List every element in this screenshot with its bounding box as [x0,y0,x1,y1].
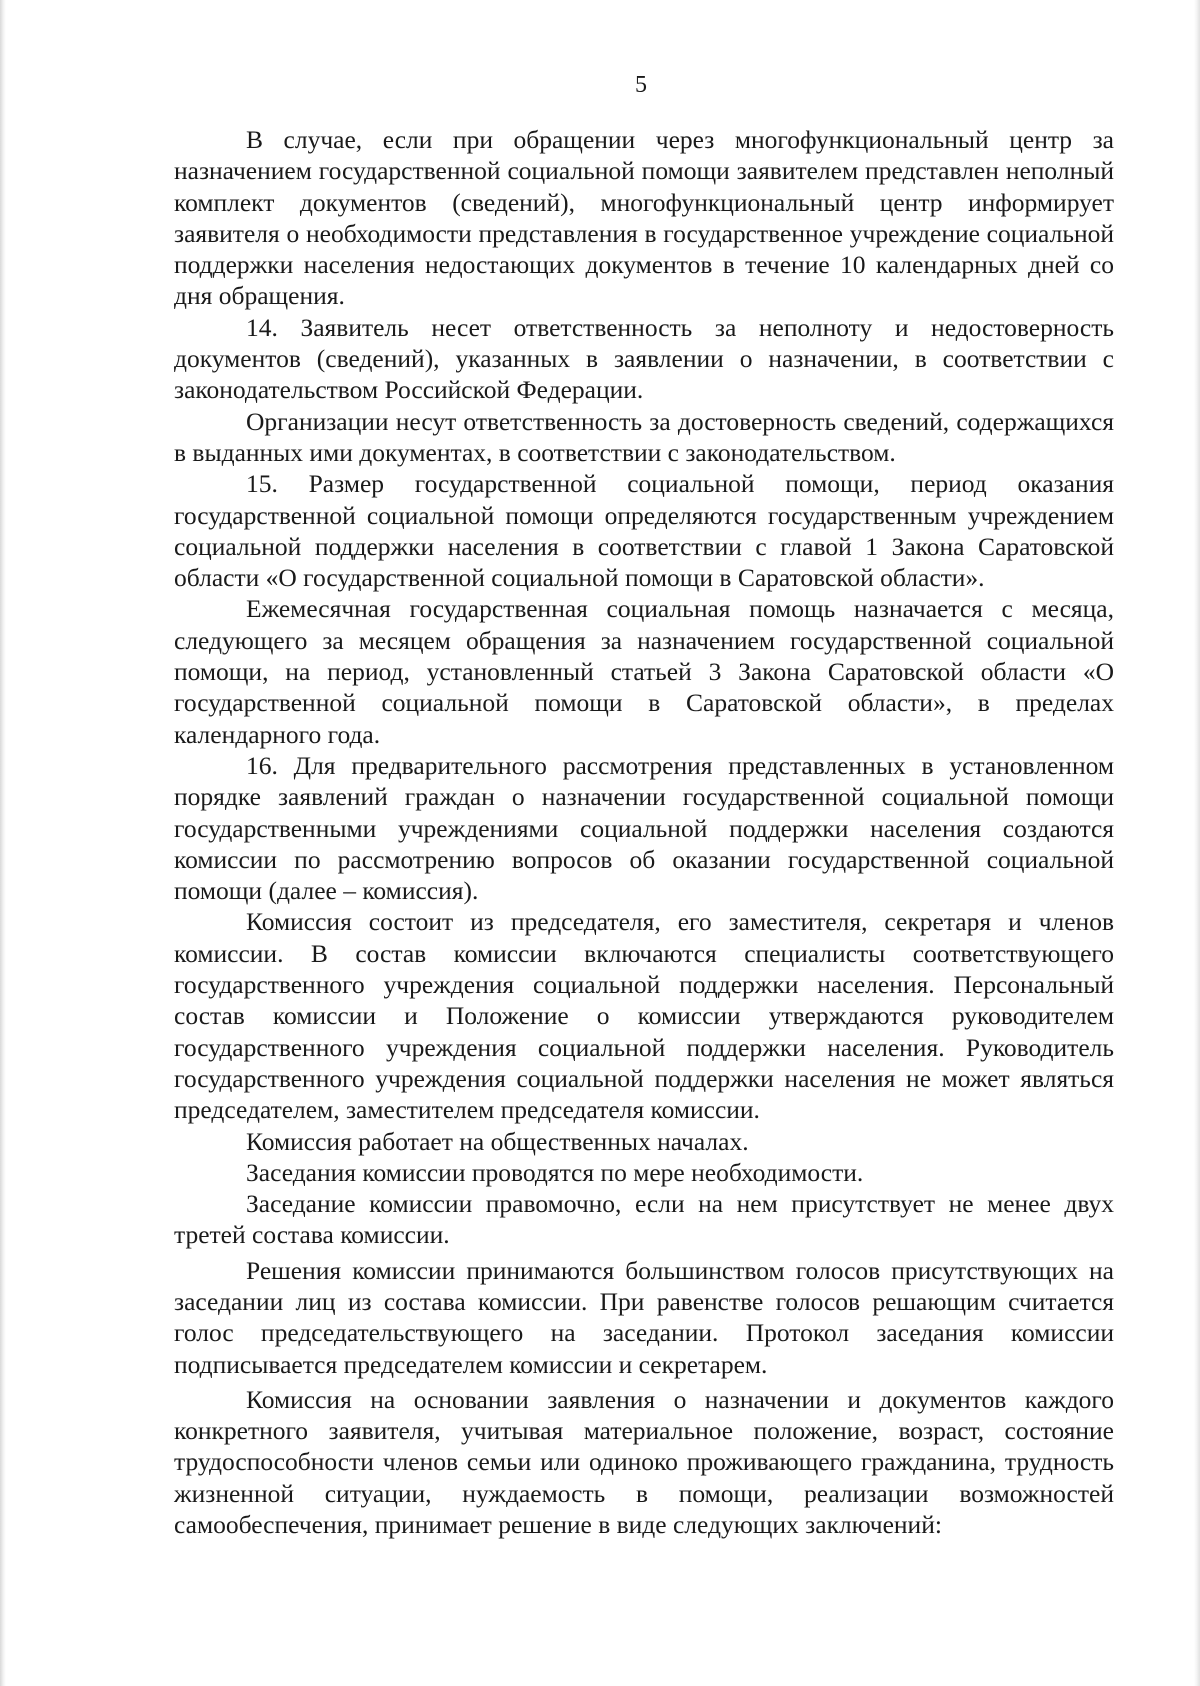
page-number: 5 [635,72,647,98]
scan-left-edge [0,0,6,1686]
paragraph-commission-meetings: Заседания комиссии проводятся по мере необходимости. [246,1157,864,1187]
paragraph-organizations-responsibility: Организации несут ответственность за достоверность сведений, содержащихся в выданных ими документах, в соответствии с законодательством. [174,406,1114,467]
paragraph-15-amount-and-period: 15. Размер государственной социальной помощи, период оказания государственной социальной помощи определяются государственным учреждением социальной поддержки населения в соответствии с главой 1 Закона Саратовской области «О государственной социальной помощи в Саратовской области». [174,469,1114,593]
document-body [174,124,1114,1540]
paragraph-commission-composition: Комиссия состоит из председателя, его заместителя, секретаря и членов комиссии. В состав комиссии включаются специалисты соответствующего государственного учреждения социальной поддержки населения. Персональный состав комиссии и Положение о комиссии утверждаются руководителем государственного учреждения социальной поддержки населения. Руководитель государственного учреждения социальной поддержки населения не может являться председателем, заместителем председателя комиссии. [174,907,1114,1125]
scan-right-edge [1194,0,1200,1686]
paragraph-commission-quorum: Заседание комиссии правомочно, если на нем присутствует не менее двух третей состава комиссии. [174,1189,1114,1250]
paragraph-monthly-assistance: Ежемесячная государственная социальная помощь назначается с месяца, следующего за месяцем обращения за назначением государственной социальной помощи, на период, установленный статьей 3 Закона Саратовской области «О государственной социальной помощи в Саратовской области», в пределах календарного года. [174,594,1114,749]
paragraph-commission-conclusions: Комиссия на основании заявления о назначении и документов каждого конкретного заявителя, учитывая материальное положение, возраст, состояние трудоспособности членов семьи или одиноко проживающего гражданина, трудность жизненной ситуации, нуждаемость в помощи, реализации возможностей самообеспечения, принимает решение в виде следующих заключений: [174,1384,1114,1540]
paragraph-mfc-incomplete-documents: В случае, если при обращении через многофункциональный центр за назначением государственной социальной помощи заявителем представлен неполный комплект документов (сведений), многофункциональный центр информирует заявителя о необходимости представления в государственное учреждение социальной поддержки населения недостающих документов в течение 10 календарных дней со дня обращения. [174,125,1114,311]
paragraph-commission-voluntary: Комиссия работает на общественных началах. [246,1126,749,1156]
paragraph-16-commissions: 16. Для предварительного рассмотрения представленных в установленном порядке заявлений граждан о назначении государственной социальной помощи государственными учреждениями социальной поддержки населения создаются комиссии по рассмотрению вопросов об оказании государственной социальной помощи (далее – комиссия). [174,750,1114,906]
paragraph-14-applicant-responsibility: 14. Заявитель несет ответственность за неполноту и недостоверность документов (сведений), указанных в заявлении о назначении, в соответствии с законодательством Российской Федерации. [174,312,1114,405]
paragraph-commission-decisions: Решения комиссии принимаются большинством голосов присутствующих на заседании лиц из состава комиссии. При равенстве голосов решающим считается голос председательствующего на заседании. Протокол заседания комиссии подписывается председателем комиссии и секретарем. [174,1255,1114,1379]
